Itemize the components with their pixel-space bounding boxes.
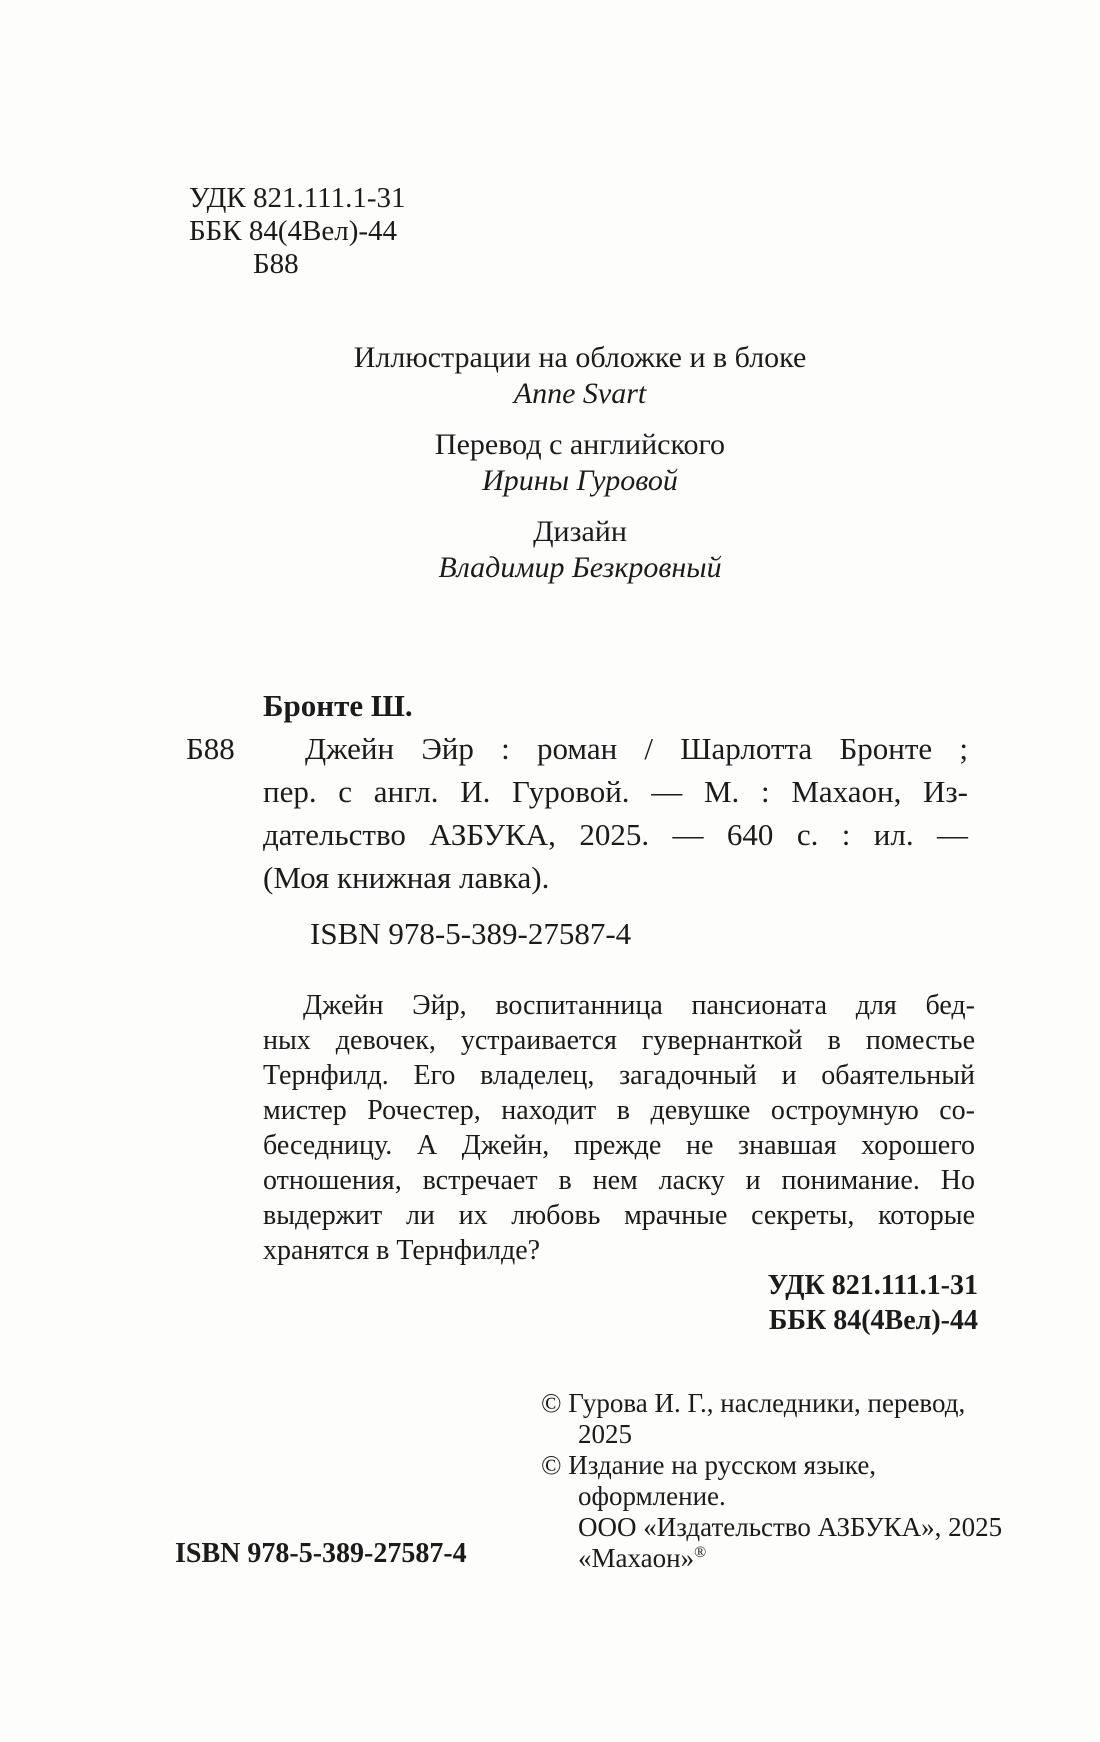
annotation-line: мистер Рочестер, находит в девушке остроумную со- [263,1095,975,1126]
credit-translation [180,427,980,499]
credit-name: Владимир Безкровный [438,551,722,584]
udc-code: УДК 821.111.1-31 [189,182,406,214]
isbn-card: ISBN 978-5-389-27587-4 [310,916,632,951]
udc-code-bottom: УДК 821.111.1-31 [767,1270,978,1301]
copyright-block [541,1388,1002,1574]
annotation-line: выдержит ли их любовь мрачные секреты, которые [263,1200,975,1231]
bottom-classification-block [600,1268,978,1338]
card-line: (Моя книжная лавка). [263,860,550,895]
annotation-line: беседницу. А Джейн, прежде не знавшая хорошего [263,1130,975,1161]
credit-role: Перевод с английского [434,428,726,461]
annotation-line: Джейн Эйр, воспитанница пансионата для бед- [303,990,975,1021]
card-description [263,727,968,899]
credit-name: Anne Svart [513,377,647,410]
card-line: дательство АЗБУКА, 2025. — 640 с. : ил. — [263,817,968,852]
copyright-brand-name: «Махаон» [578,1543,695,1573]
credit-illustrations [180,340,980,412]
registered-mark: ® [694,1544,707,1561]
annotation-line: отношения, встречает в нем ласку и понимание. Но [263,1165,975,1196]
copyright-publisher: ООО «Издательство АЗБУКА», 2025 [578,1512,1003,1542]
copyright-brand [541,1543,1002,1574]
author-sign-code: Б88 [253,248,299,280]
credit-role: Иллюстрации на обложке и в блоке [353,341,807,374]
classification-block [189,182,405,281]
annotation-line: Тернфилд. Его владелец, загадочный и обаятельный [263,1060,975,1091]
copyright-year: 2025 [578,1419,632,1449]
copyright-design-note: оформление. [578,1481,726,1511]
credit-role: Дизайн [533,515,627,548]
annotation-line: ных девочек, устраивается гувернанткой в поместье [263,1025,975,1056]
bbk-code: ББК 84(4Вел)-44 [189,215,398,247]
card-author: Бронте Ш. [263,688,413,723]
card-line: Джейн Эйр : роман / Шарлотта Бронте ; [305,731,968,766]
card-author-sign: Б88 [186,731,235,766]
bbk-code-bottom: ББК 84(4Вел)-44 [768,1305,978,1336]
isbn-bottom: ISBN 978-5-389-27587-4 [175,1538,467,1569]
credit-name: Ирины Гуровой [482,464,678,497]
annotation-paragraph [263,988,975,1268]
copyright-edition: © Издание на русском языке, [541,1450,877,1480]
annotation-line: хранятся в Тернфилде? [263,1235,541,1266]
credits-block [180,340,980,601]
card-line: пер. с англ. И. Гуровой. — М. : Махаон, Из- [263,774,968,809]
credit-design [180,514,980,586]
copyright-translator: © Гурова И. Г., наследники, перевод, [541,1388,966,1418]
